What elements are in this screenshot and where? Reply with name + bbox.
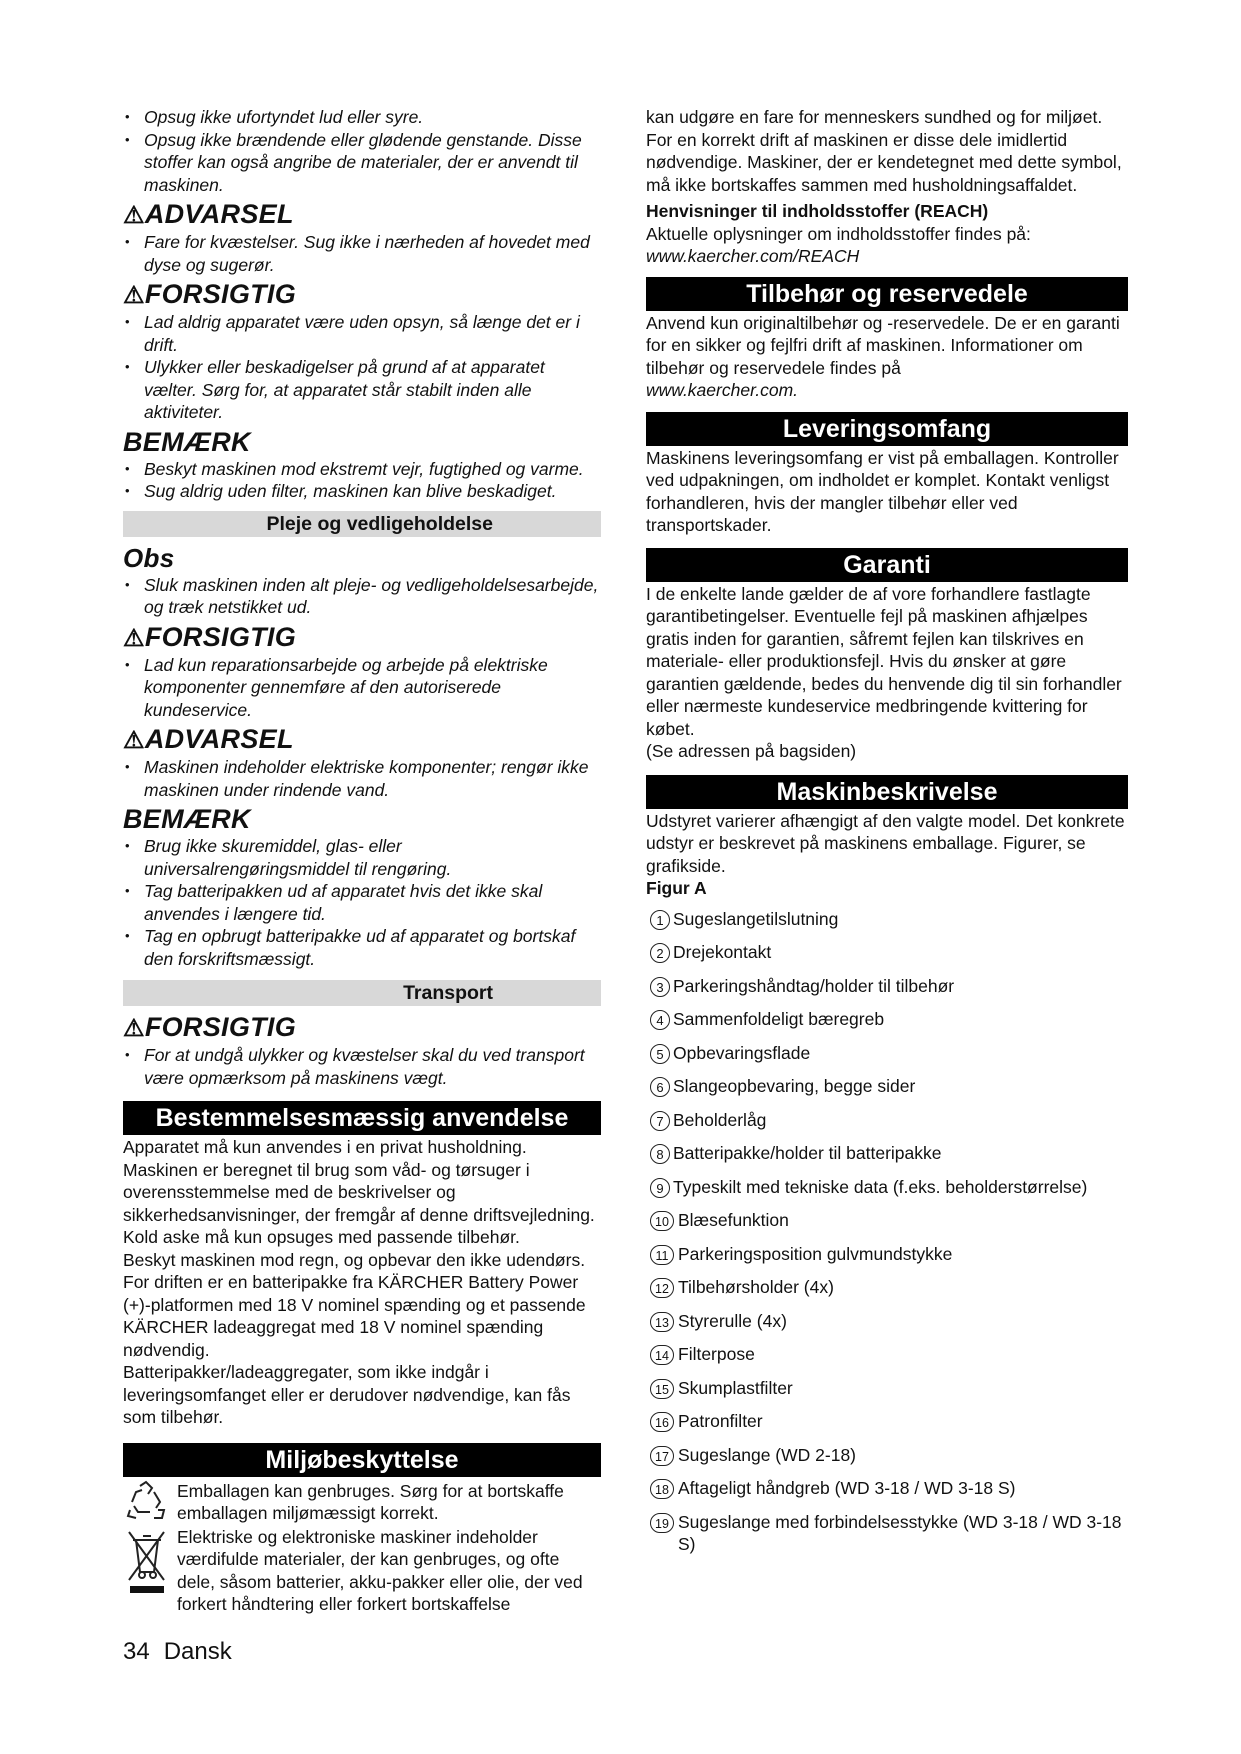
advarsel-heading: ⚠ADVARSEL — [123, 724, 294, 754]
item-number: 8 — [650, 1144, 670, 1164]
section-heading-tilbehor: Tilbehør og reservedele — [646, 277, 1128, 311]
section-heading-maskin: Maskinbeskrivelse — [646, 775, 1128, 809]
page-footer — [123, 1637, 246, 1667]
list-item — [646, 1142, 1128, 1165]
list-item — [646, 1444, 1128, 1467]
forsigtig-heading: ⚠FORSIGTIG — [123, 1012, 297, 1042]
reach-title: Henvisninger til indholdsstoffer (REACH) — [646, 201, 989, 221]
paragraph: (Se adressen på bagsiden) — [646, 741, 857, 761]
item-label: Drejekontakt — [673, 942, 772, 962]
item-label: Typeskilt med tekniske data (f.eks. beholderstørrelse) — [673, 1176, 1088, 1197]
recycle-icon — [123, 1480, 169, 1522]
item-number: 1 — [650, 910, 670, 930]
list-item — [646, 1075, 1128, 1098]
forsigtig-heading: ⚠FORSIGTIG — [123, 621, 297, 652]
item-number: 6 — [650, 1077, 670, 1097]
warning-triangle-icon: ⚠ — [123, 727, 145, 754]
item-label: Aftageligt håndgreb (WD 3-18 / WD 3-18 S) — [678, 1478, 1016, 1498]
list-item: • Opsug ikke brændende eller glødende genstande. Disse stoffer kan også angribe de materialer, der er anvendt til maskinen. — [123, 129, 601, 197]
warning-triangle-icon: ⚠ — [123, 282, 145, 309]
list-item: • Tag en opbrugt batteripakke ud af apparatet og bortskaf den forskriftsmæssigt. — [123, 925, 601, 970]
list-item: • Lad kun reparationsarbejde og arbejde på elektriske komponenter gennemføre af den autoriserede kundeservice. — [123, 654, 601, 722]
bemaerk-heading: BEMÆRK — [123, 426, 251, 457]
item-number: 11 — [650, 1245, 674, 1265]
page-number: 34 — [123, 1638, 150, 1665]
item-label: Styrerulle (4x) — [678, 1310, 787, 1331]
item-label: Skumplastfilter — [678, 1377, 793, 1398]
item-number: 4 — [650, 1010, 670, 1030]
list-item — [646, 941, 1128, 964]
weee-note — [123, 1526, 601, 1616]
list-item: • Lad aldrig apparatet være uden opsyn, så længe det er i drift. — [123, 311, 601, 356]
item-label: Opbevaringsflade — [673, 1042, 811, 1063]
paragraph: For driften er en batteripakke fra KÄRCHER Battery Power (+)-platformen med 18 V nominel spænding og et passende KÄRCHER ladeaggregat med 18 V nominel spænding nødvendig. — [123, 1272, 586, 1360]
list-item: • Sluk maskinen inden alt pleje- og vedligeholdelsesarbejde, og træk netstikket ud. — [123, 574, 601, 619]
item-number: 18 — [650, 1479, 674, 1499]
item-label: Sugeslange (WD 2-18) — [678, 1444, 856, 1465]
paragraph: Udstyret varierer afhængigt af den valgte model. Det konkrete udstyr er beskrevet på maskinens emballage. Figurer, se grafikside. — [646, 810, 1125, 876]
item-number: 10 — [650, 1211, 674, 1231]
right-column — [646, 106, 1128, 1567]
item-label: Batteripakke/holder til batteripakke — [673, 1143, 942, 1163]
list-item — [646, 1477, 1128, 1500]
list-item: • Sug aldrig uden filter, maskinen kan blive beskadiget. — [123, 480, 601, 503]
section-heading-bestemmelse: Bestemmelsesmæssig anvendelse — [123, 1101, 601, 1135]
item-number: 14 — [650, 1345, 674, 1365]
paragraph: Batteripakker/ladeaggregater, som ikke indgår i leveringsomfanget eller er derudover nødvendige, kan fås som tilbehør. — [123, 1362, 571, 1427]
list-item — [646, 1410, 1128, 1433]
list-item — [646, 908, 1128, 931]
paragraph: Emballagen kan genbruges. Sørg for at bortskaffe emballagen miljømæssigt korrekt. — [177, 1480, 564, 1523]
list-item — [646, 1377, 1128, 1400]
accessories-link[interactable]: www.kaercher.com. — [646, 380, 799, 400]
warning-triangle-icon: ⚠ — [123, 624, 145, 652]
list-item — [646, 1276, 1128, 1299]
reach-link[interactable]: www.kaercher.com/REACH — [646, 246, 860, 266]
list-item — [646, 975, 1128, 998]
paragraph: Maskinen er beregnet til brug som våd- og tørsuger i overensstemmelse med de beskrivelser og sikkerhedsanvisninger, der fremgår af denne driftsvejledning. — [123, 1159, 595, 1225]
section-heading-pleje: Pleje og vedligeholdelse — [123, 511, 601, 537]
list-item — [646, 1109, 1128, 1132]
item-number: 7 — [650, 1111, 670, 1131]
bemaerk-heading: BEMÆRK — [123, 804, 251, 834]
paragraph: Maskinens leveringsomfang er vist på emballagen. Kontroller ved udpakningen, om indholdet er komplet. Kontakt venligst forhandleren, hvis der mangler tilbehør eller ved transportskader. — [646, 447, 1119, 535]
item-number: 5 — [650, 1044, 670, 1064]
item-number: 17 — [650, 1446, 674, 1466]
obs-heading: Obs — [123, 542, 175, 573]
item-label: Tilbehørsholder (4x) — [678, 1277, 834, 1297]
list-item — [646, 1176, 1128, 1199]
item-label: Blæsefunktion — [678, 1210, 789, 1230]
section-heading-levering: Leveringsomfang — [646, 412, 1128, 446]
list-item — [646, 1209, 1128, 1232]
paragraph: kan udgøre en fare for menneskers sundhed og for miljøet. For en korrekt drift af maskinen er disse dele imidlertid nødvendige. Maskiner, der er kendetegnet med dette symbol, må ikke bortskaffes sammen med husholdningsaffaldet. — [646, 107, 1122, 195]
figure-legend-list — [646, 908, 1128, 1556]
section-heading-miljo: Miljøbeskyttelse — [123, 1443, 601, 1477]
paragraph: Beskyt maskinen mod regn, og opbevar den ikke udendørs. — [123, 1249, 586, 1270]
item-number: 12 — [650, 1278, 674, 1298]
crossed-bin-icon — [123, 1528, 169, 1598]
paragraph: Apparatet må kun anvendes i en privat husholdning. — [123, 1137, 527, 1157]
paragraph: Elektriske og elektroniske maskiner indeholder værdifulde materialer, der kan genbruges, og ofte dele, såsom batterier, akku-pakker eller olie, der ved forkert håndtering eller forkert bortskaffelse — [177, 1526, 583, 1614]
list-item: • Beskyt maskinen mod ekstremt vejr, fugtighed og varme. — [123, 458, 601, 481]
advarsel-heading: ⚠ADVARSEL — [123, 199, 294, 229]
list-item — [646, 1343, 1128, 1366]
item-label: Patronfilter — [678, 1411, 763, 1431]
item-number: 9 — [650, 1178, 670, 1198]
figure-label: Figur A — [646, 878, 707, 898]
item-label: Beholderlåg — [673, 1109, 767, 1130]
footer-language: Dansk — [163, 1638, 232, 1665]
item-label: Sugeslangetilslutning — [673, 908, 839, 929]
warning-triangle-icon: ⚠ — [123, 1015, 145, 1042]
list-item — [646, 1243, 1128, 1266]
item-label: Sammenfoldeligt bæregreb — [673, 1009, 885, 1029]
paragraph: Aktuelle oplysninger om indholdsstoffer findes på: — [646, 223, 1031, 244]
list-item: • For at undgå ulykker og kvæstelser skal du ved transport være opmærksom på maskinens vægt. — [123, 1044, 601, 1089]
list-item: • Maskinen indeholder elektriske komponenter; rengør ikke maskinen under rindende vand. — [123, 756, 601, 801]
list-item: • Fare for kvæstelser. Sug ikke i nærheden af hovedet med dyse og sugerør. — [123, 231, 601, 276]
item-label: Slangeopbevaring, begge sider — [673, 1076, 916, 1096]
list-item — [646, 1042, 1128, 1065]
warning-triangle-icon: ⚠ — [123, 202, 145, 229]
list-item — [646, 1511, 1128, 1556]
item-number: 16 — [650, 1412, 674, 1432]
item-number: 13 — [650, 1312, 674, 1332]
list-item: • Tag batteripakken ud af apparatet hvis det ikke skal anvendes i længere tid. — [123, 880, 601, 925]
item-label: Parkeringsposition gulvmundstykke — [678, 1243, 953, 1264]
left-column — [123, 106, 601, 1616]
paragraph: I de enkelte lande gælder de af vore forhandlere fastlagte garantibetingelser. Eventuelle fejl på maskinen afhjælpes gratis inden for garantien, såfremt fejlen kan tilskrives en materiale- eller produktionsfejl. Hvis du ønsker at gøre garantien gældende, bedes du henvende dig til sin forhandler eller nærmeste kundeservice medbringende kvittering for købet. — [646, 583, 1122, 739]
item-number: 2 — [650, 943, 670, 963]
list-item: • Brug ikke skuremiddel, glas- eller universalrengøringsmiddel til rengøring. — [123, 835, 601, 880]
paragraph: Anvend kun originaltilbehør og -reservedele. De er en garanti for en sikker og fejlfri drift af maskinen. Informationer om tilbehør og reservedele findes på — [646, 312, 1120, 378]
item-label: Parkeringshåndtag/holder til tilbehør — [673, 975, 955, 996]
item-number: 19 — [650, 1513, 674, 1533]
item-label: Filterpose — [678, 1344, 755, 1364]
section-heading-transport: Transport — [123, 980, 601, 1006]
item-label: Sugeslange med forbindelsesstykke (WD 3-18 / WD 3-18 S) — [678, 1511, 1122, 1554]
list-item — [646, 1310, 1128, 1333]
forsigtig-heading: ⚠FORSIGTIG — [123, 279, 297, 309]
item-number: 15 — [650, 1379, 674, 1399]
section-heading-garanti: Garanti — [646, 548, 1128, 582]
list-item: • Ulykker eller beskadigelser på grund af at apparatet vælter. Sørg for, at apparatet står stabilt inden alle aktiviteter. — [123, 356, 601, 424]
list-item: • Opsug ikke ufortyndet lud eller syre. — [123, 106, 601, 129]
recycle-note — [123, 1480, 601, 1525]
list-item — [646, 1008, 1128, 1031]
paragraph: Kold aske må kun opsuges med passende tilbehør. — [123, 1227, 520, 1247]
item-number: 3 — [650, 977, 670, 997]
